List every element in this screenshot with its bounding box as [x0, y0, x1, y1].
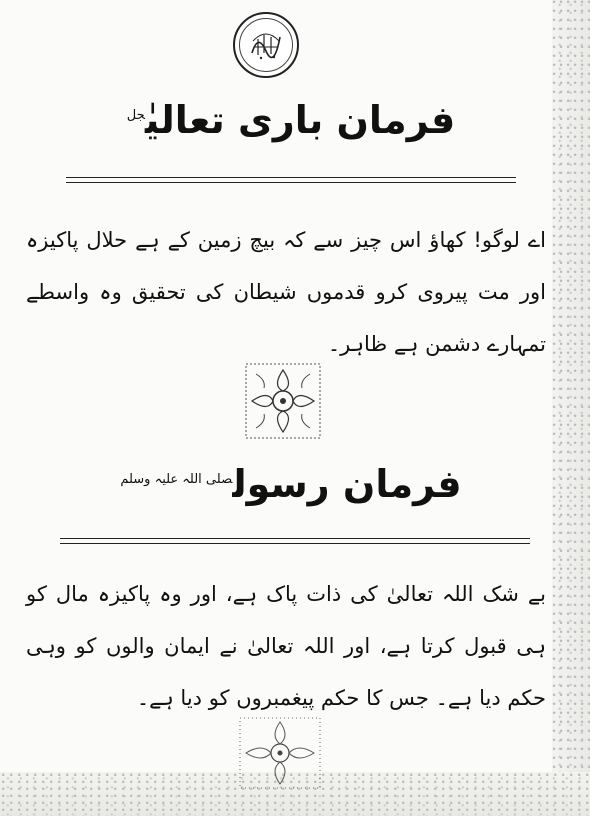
- floral-ornament-icon: [244, 362, 322, 440]
- calligraphy-icon: [244, 23, 288, 67]
- section-1-heading: [70, 98, 510, 142]
- section-2-text: بے شک اللہ تعالیٰ کی ذات پاک ہے، اور وہ پاکیزہ مال کو ہی قبول کرتا ہے، اور اللہ تعالیٰ نے ایمان والوں کو وہی حکم دیا ہے۔ جس کا حکم پیغمبروں کو دیا ہے۔: [26, 582, 546, 710]
- section-2-heading-sup: صلی اللہ علیہ وسلم: [120, 472, 233, 488]
- section-2-divider: [60, 538, 530, 544]
- section-1-heading-sup: جل: [126, 108, 146, 124]
- section-1-text: اے لوگو! کھاؤ اس چیز سے کہ بیچ زمین کے ہے حلال پاکیزہ اور مت پیروی کرو قدموں شیطان کی تحقیق وہ واسطے تمہارے دشمن ہے ظاہر۔: [26, 228, 546, 356]
- section-1-heading-text: فرمان باری تعالیٰ: [145, 98, 456, 142]
- section-2-heading: [70, 462, 510, 506]
- section-2-heading-text: فرمان رسول: [232, 462, 462, 506]
- bismillah-medallion: [233, 12, 299, 78]
- floral-ornament-icon: [238, 716, 322, 790]
- decorative-border-right: [552, 0, 590, 816]
- section-1-divider: [66, 177, 516, 183]
